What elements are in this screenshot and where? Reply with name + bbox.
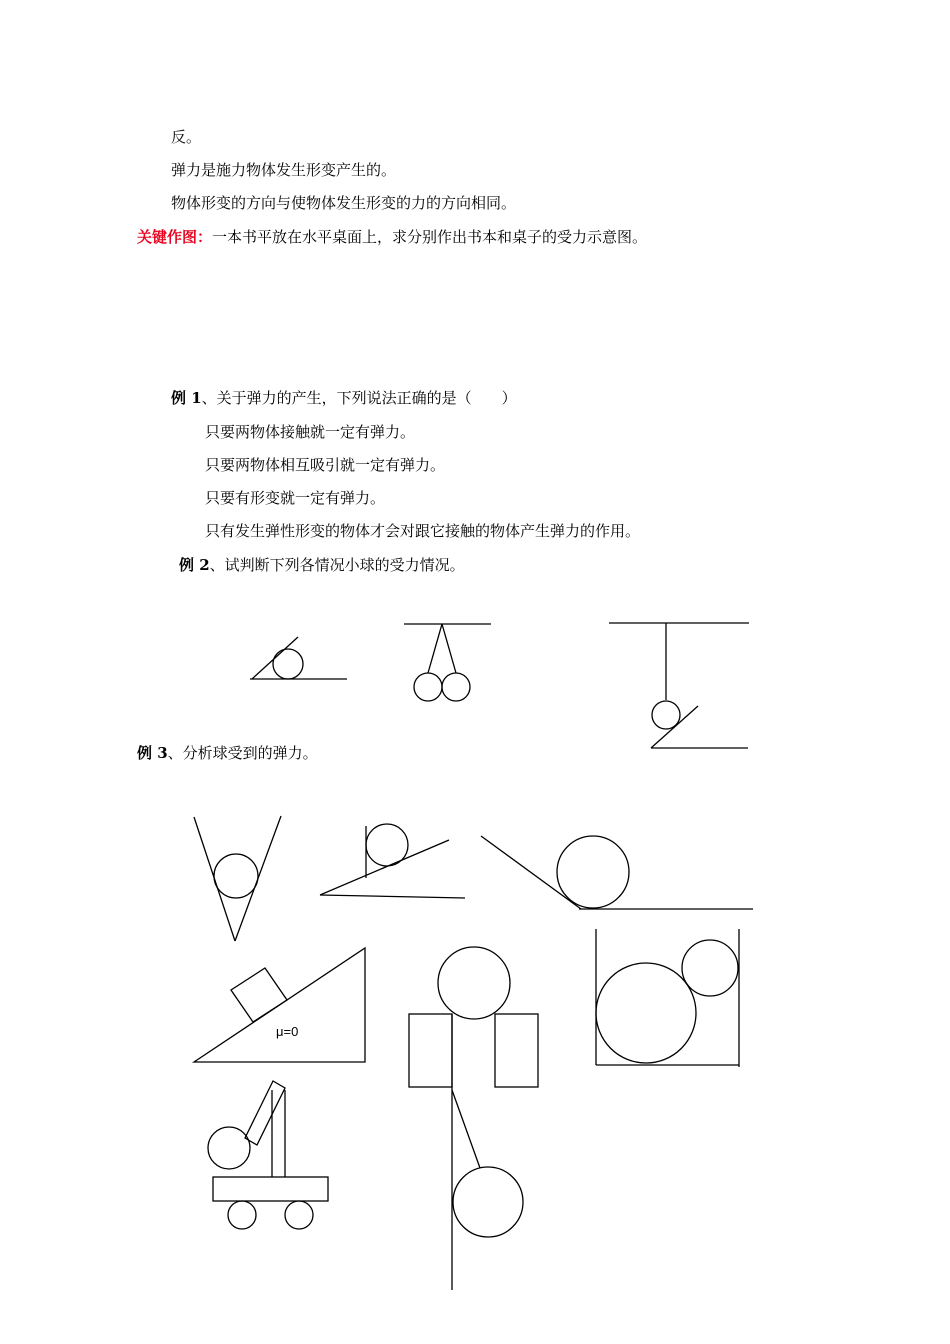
paragraph-fan: 反。 bbox=[171, 128, 202, 146]
cart-body bbox=[213, 1177, 328, 1201]
example-1-option: 只有发生弹性形变的物体才会对跟它接触的物体产生弹力的作用。 bbox=[205, 522, 641, 540]
ball-left bbox=[414, 673, 442, 701]
example-2-text: 、试判断下列各情况小球的受力情况。 bbox=[209, 556, 465, 574]
example-2-label: 例 2 bbox=[179, 556, 210, 574]
crane-arm bbox=[245, 1081, 285, 1145]
example-1-label: 例 1 bbox=[171, 389, 202, 407]
ex2-figure-ball-on-incline bbox=[250, 637, 347, 679]
ex3-figure-ball-on-wedge bbox=[320, 824, 465, 898]
string-right bbox=[442, 624, 456, 673]
wedge-top bbox=[320, 840, 449, 895]
paragraph-elastic-force: 弹力是施力物体发生形变产生的。 bbox=[171, 161, 397, 179]
wedge-bottom bbox=[320, 895, 465, 898]
example-1-text: 、关于弹力的产生，下列说法正确的是（ ） bbox=[201, 389, 517, 407]
hanging-ball bbox=[453, 1167, 523, 1237]
example-3-text: 、分析球受到的弹力。 bbox=[167, 744, 318, 762]
key-drawing-text: 一本书平放在水平桌面上，求分别作出书本和桌子的受力示意图。 bbox=[212, 228, 648, 246]
wheel-left bbox=[228, 1201, 256, 1229]
ball bbox=[557, 836, 629, 908]
small-ball bbox=[682, 940, 738, 996]
friction-label: μ=0 bbox=[276, 1024, 299, 1039]
paragraph-deformation-direction: 物体形变的方向与使物体发生形变的力的方向相同。 bbox=[171, 194, 517, 212]
wheel-right bbox=[285, 1201, 313, 1229]
example-1-option: 只要两物体接触就一定有弹力。 bbox=[205, 423, 416, 441]
string-left bbox=[428, 624, 442, 673]
string bbox=[452, 1090, 480, 1168]
top-ball bbox=[438, 947, 510, 1019]
ball bbox=[214, 854, 258, 898]
ex3-figure-crane-cart bbox=[208, 1081, 328, 1229]
ex3-figure-ball-in-v-groove bbox=[194, 816, 281, 941]
ex3-figure-ball-in-corner bbox=[481, 836, 753, 909]
ex2-figure-two-hanging-balls bbox=[404, 624, 491, 701]
suspended-ball bbox=[208, 1127, 250, 1169]
left-block bbox=[409, 1014, 452, 1087]
slope-line bbox=[481, 836, 581, 909]
ex3-figure-ball-between-blocks bbox=[409, 947, 538, 1290]
ex3-figure-block-on-incline bbox=[194, 948, 365, 1062]
ball bbox=[366, 824, 408, 866]
large-ball bbox=[596, 963, 696, 1063]
ex3-figure-balls-in-box bbox=[596, 929, 739, 1067]
ball-right bbox=[442, 673, 470, 701]
block bbox=[231, 968, 287, 1022]
example-1-option: 只要两物体相互吸引就一定有弹力。 bbox=[205, 456, 446, 474]
key-drawing-label: 关键作图： bbox=[137, 228, 213, 246]
ball bbox=[652, 701, 680, 729]
example-3-label: 例 3 bbox=[137, 744, 168, 762]
example-1-option: 只要有形变就一定有弹力。 bbox=[205, 489, 386, 507]
right-block bbox=[495, 1014, 538, 1087]
ex2-figure-hanging-ball-incline bbox=[609, 623, 749, 748]
ball bbox=[273, 649, 303, 679]
